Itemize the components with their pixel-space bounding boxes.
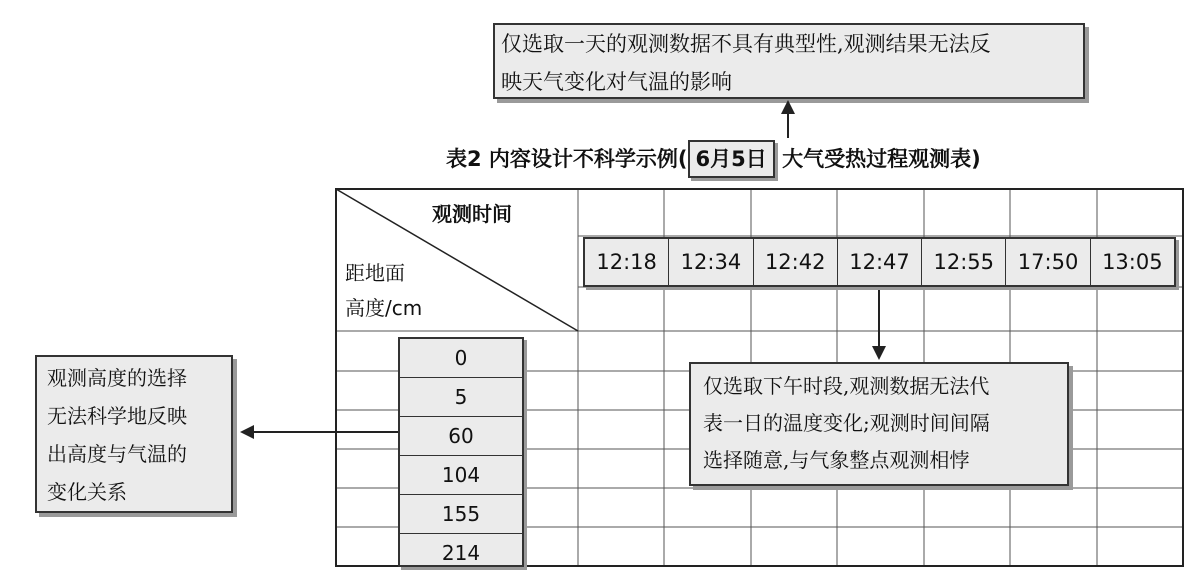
top-annotation-line-2: 映天气变化对气温的影响 — [501, 70, 732, 94]
height-cell: 214 — [441, 541, 481, 565]
time-cell: 13:05 — [1102, 250, 1163, 274]
header-height-label-1: 距地面 — [345, 261, 405, 285]
time-cell: 12:34 — [669, 239, 753, 285]
right-annotation-box — [689, 362, 1069, 486]
right-annotation-line-3: 选择随意,与气象整点观测相悖 — [703, 448, 970, 472]
left-annotation-line-4: 变化关系 — [47, 480, 127, 504]
caption-prefix: 表2 内容设计不科学示例( — [446, 147, 688, 171]
caption-suffix: 大气受热过程观测表) — [782, 147, 981, 171]
time-cell: 12:18 — [585, 239, 669, 285]
header-height-label-2: 高度/cm — [345, 296, 423, 320]
time-cell: 12:47 — [838, 239, 922, 285]
time-cell: 12:42 — [754, 239, 838, 285]
left-annotation-line-3: 出高度与气温的 — [47, 442, 187, 466]
left-annotation-line-2: 无法科学地反映 — [47, 404, 187, 428]
time-cell: 12:55 — [922, 239, 1006, 285]
observation-time-strip — [583, 237, 1176, 287]
height-cell: 5 — [400, 378, 522, 417]
left-annotation-box — [35, 355, 233, 513]
right-annotation-line-2: 表一日的温度变化;观测时间间隔 — [703, 411, 990, 435]
caption-date-box: 6月5日 — [688, 140, 775, 178]
observation-height-strip — [398, 337, 524, 567]
height-cell: 0 — [400, 339, 522, 378]
top-annotation-line-1: 仅选取一天的观测数据不具有典型性,观测结果无法反 — [501, 32, 991, 56]
height-cell: 60 — [400, 417, 522, 456]
height-cell: 104 — [400, 456, 522, 495]
left-annotation-line-1: 观测高度的选择 — [47, 366, 187, 390]
right-annotation-line-1: 仅选取下午时段,观测数据无法代 — [703, 374, 990, 398]
time-cell: 17:50 — [1006, 239, 1090, 285]
header-time-label: 观测时间 — [432, 202, 512, 226]
height-cell: 155 — [400, 495, 522, 534]
